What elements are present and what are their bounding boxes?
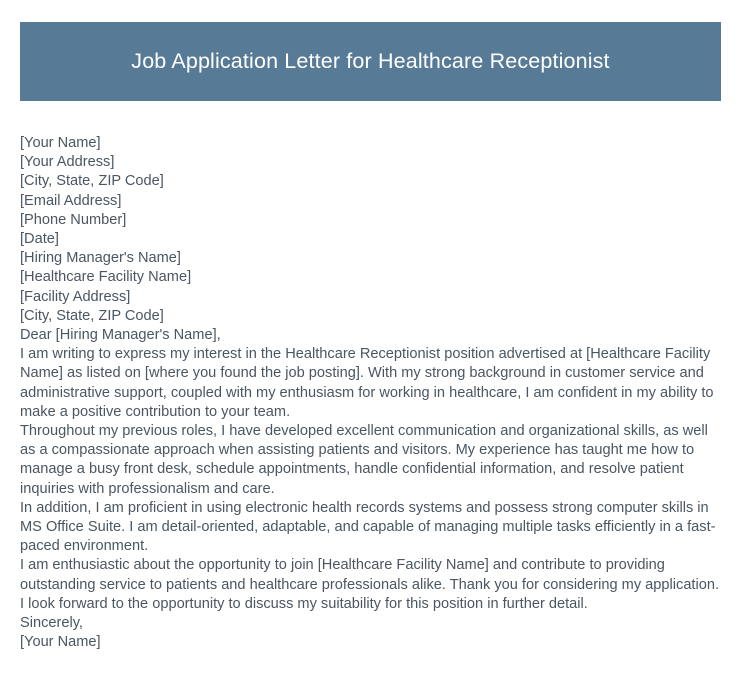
sender-address-block <box>20 134 723 249</box>
sender-line-phone: [Phone Number] <box>20 211 127 228</box>
recipient-line-address: [Facility Address] <box>20 288 131 305</box>
sender-line-name: [Your Name] <box>20 135 101 151</box>
sender-line-date: [Date] <box>20 231 59 248</box>
closing-salutation: Sincerely, <box>20 615 83 632</box>
recipient-line-manager: [Hiring Manager's Name] <box>20 250 181 267</box>
salutation: Dear [Hiring Manager's Name], <box>20 327 221 344</box>
recipient-address-block <box>20 249 723 326</box>
recipient-line-facility: [Healthcare Facility Name] <box>20 269 192 286</box>
letter-paragraph-3: In addition, I am proficient in using electronic health records systems and possess strong computer skills in MS Office Suite. I am detail-oriented, adaptable, and capable of managing multiple tasks efficiently in a fast-paced environment. <box>20 499 716 555</box>
page-title: Job Application Letter for Healthcare Receptionist <box>131 48 610 73</box>
sender-line-address: [Your Address] <box>20 154 115 171</box>
recipient-line-city: [City, State, ZIP Code] <box>20 307 164 324</box>
letter-paragraph-1: I am writing to express my interest in the Healthcare Receptionist position advertised at [Healthcare Facility Name] as listed on [where you found the job posting]. With my strong background in customer service and administrative support, coupled with my enthusiasm for working in healthcare, I am confident in my ability to make a positive contribution to your team. <box>20 346 714 420</box>
sender-line-email: [Email Address] <box>20 192 122 209</box>
letter-body <box>20 134 723 652</box>
letter-header-banner <box>20 22 721 101</box>
signature-name: [Your Name] <box>20 634 101 651</box>
letter-paragraph-4: I am enthusiastic about the opportunity to join [Healthcare Facility Name] and contribute to providing outstanding service to patients and healthcare professionals alike. Thank you for considering my application. I look forward to the opportunity to discuss my suitability for this position in further detail. <box>20 557 720 612</box>
letter-paragraph-2: Throughout my previous roles, I have developed excellent communication and organizational skills, as well as a compassionate approach when assisting patients and visitors. My experience has taught me how to manage a busy front desk, schedule appointments, handle confidential information, and resolve patient inquiries with professionalism and care. <box>20 423 708 497</box>
sender-line-city: [City, State, ZIP Code] <box>20 173 164 190</box>
